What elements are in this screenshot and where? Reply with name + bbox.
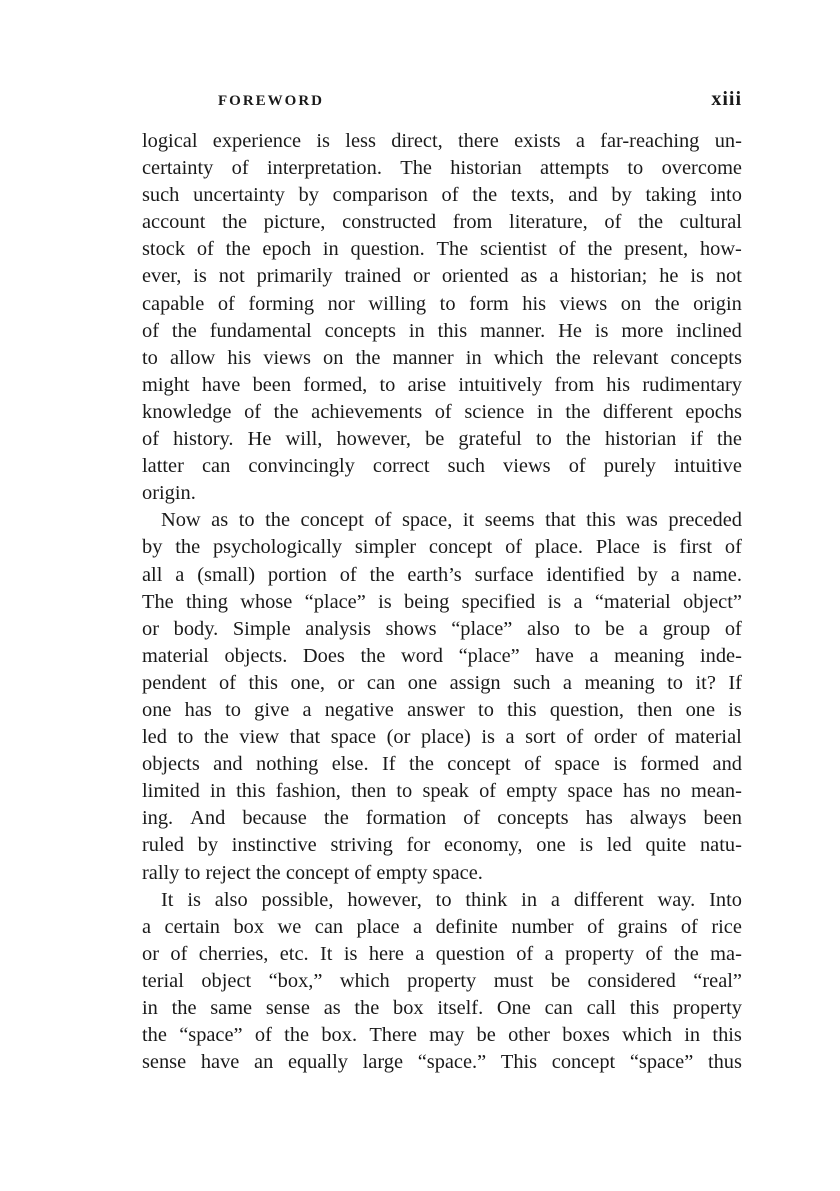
- body-text: [142, 128, 742, 1076]
- text-line: ruled by instinctive striving for economy, one is led quite natu-: [142, 834, 742, 857]
- text-line: stock of the epoch in question. The scientist of the present, how-: [142, 238, 742, 261]
- text-line: terial object “box,” which property must be considered “real”: [142, 969, 742, 992]
- text-line: of the fundamental concepts in this manner. He is more inclined: [142, 319, 742, 342]
- text-line: or body. Simple analysis shows “place” also to be a group of: [142, 617, 742, 640]
- text-line: in the same sense as the box itself. One can call this property: [142, 997, 742, 1019]
- text-line: to allow his views on the manner in which the relevant concepts: [142, 346, 742, 369]
- text-line: logical experience is less direct, there exists a far-reaching un-: [142, 130, 742, 152]
- running-head-title: FOREWORD: [218, 93, 324, 109]
- text-line: Now as to the concept of space, it seems that this was preceded: [161, 509, 742, 532]
- text-line: The thing whose “place” is being specified is a “material object”: [142, 590, 742, 613]
- paragraph: [142, 887, 742, 1077]
- text-line: a certain box we can place a definite number of grains of rice: [142, 915, 742, 938]
- page-number: xiii: [711, 88, 742, 110]
- text-line: limited in this fashion, then to speak of empty space has no mean-: [142, 780, 742, 803]
- text-line: the “space” of the box. There may be other boxes which in this: [142, 1024, 742, 1047]
- text-line: or of cherries, etc. It is here a question of a property of the ma-: [142, 942, 742, 965]
- text-line: objects and nothing else. If the concept of space is formed and: [142, 753, 742, 776]
- text-line: pendent of this one, or can one assign such a meaning to it? If: [142, 671, 742, 694]
- text-line: certainty of interpretation. The historian attempts to overcome: [142, 157, 742, 180]
- text-line: account the picture, constructed from literature, of the cultural: [142, 211, 742, 234]
- text-line: latter can convincingly correct such views of purely intuitive: [142, 455, 742, 478]
- text-line: one has to give a negative answer to this question, then one is: [142, 698, 742, 721]
- text-line: led to the view that space (or place) is a sort of order of material: [142, 726, 742, 749]
- text-line: capable of forming nor willing to form his views on the origin: [142, 292, 742, 315]
- text-line: origin.: [142, 482, 196, 505]
- book-page: [142, 88, 742, 1076]
- text-line: rally to reject the concept of empty space.: [142, 861, 483, 884]
- text-line: all a (small) portion of the earth’s surface identified by a name.: [142, 563, 742, 586]
- running-head: [142, 88, 742, 128]
- text-line: ing. And because the formation of concepts has always been: [142, 807, 742, 830]
- text-line: material objects. Does the word “place” have a meaning inde-: [142, 644, 742, 667]
- paragraph: [142, 507, 742, 886]
- text-line: ever, is not primarily trained or oriented as a historian; he is not: [142, 265, 742, 288]
- text-line: of history. He will, however, be grateful to the historian if the: [142, 428, 742, 451]
- text-line: might have been formed, to arise intuitively from his rudimentary: [142, 373, 742, 396]
- text-line: such uncertainty by comparison of the texts, and by taking into: [142, 184, 742, 207]
- paragraph: [142, 128, 742, 507]
- text-line: It is also possible, however, to think in a different way. Into: [161, 888, 742, 911]
- text-line: knowledge of the achievements of science in the different epochs: [142, 400, 742, 423]
- text-line: by the psychologically simpler concept of place. Place is first of: [142, 536, 742, 559]
- text-line: sense have an equally large “space.” This concept “space” thus: [142, 1051, 742, 1074]
